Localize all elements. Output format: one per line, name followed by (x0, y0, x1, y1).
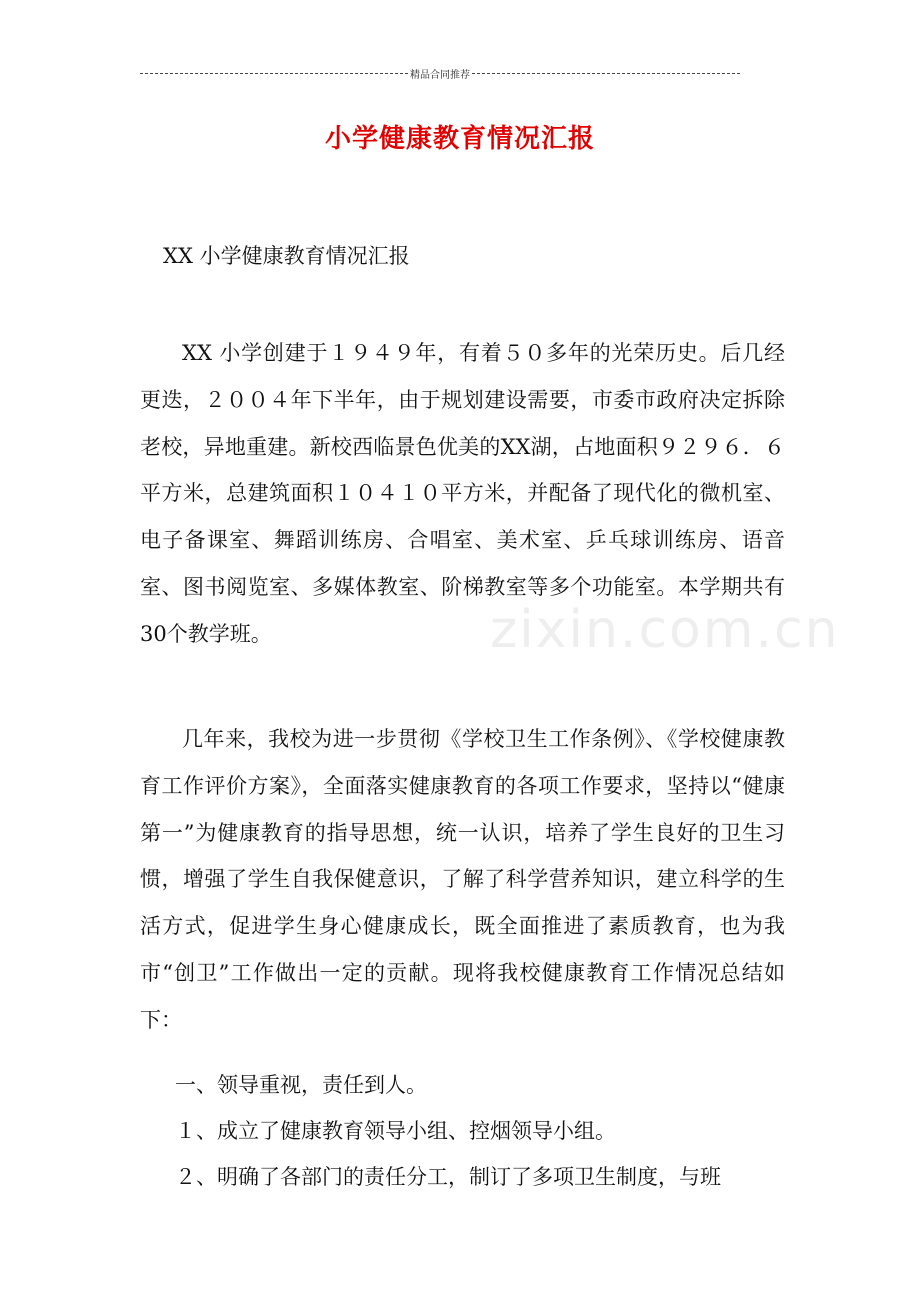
header-dash-left (140, 73, 408, 74)
paragraph-overview: 几年来，我校为进一步贯彻《学校卫生工作条例》、《学校健康教育工作评价方案》，全面落实健康教育的各项工作要求，坚持以“健康第一”为健康教育的指导思想，统一认识，培养了学生良好的卫生习惯，增强了学生自我保健意识，了解了科学营养知识，建立科学的生活方式，促进学生身心健康成长，既全面推进了素质教育，也为我市“创卫”工作做出一定的贡献。现将我校健康教育工作情况总结如下： (140, 727, 785, 1032)
list-item: ２、明确了各部门的责任分工，制订了多项卫生制度，与班 (175, 1165, 721, 1189)
list-item: １、成立了健康教育领导小组、控烟领导小组。 (175, 1119, 616, 1143)
document-title: 小学健康教育情况汇报 (324, 124, 595, 154)
paragraph-intro: XX 小学创建于１９４９年，有着５０多年的光荣历史。后几经更迭，２００４年下半年，由于规划建设需要，市委市政府决定拆除老校，异地重建。新校西临景色优美的XX湖，占地面积９２９６．６平方米，总建筑面积１０４１０平方米，并配备了现代化的微机室、电子备课室、舞蹈训练房、合唱室、美术室、乒乓球训练房、语音室、图书阅览室、多媒体教室、阶梯教室等多个功能室。本学期共有30个教学班。 (140, 341, 785, 646)
header-dash-right (472, 73, 740, 74)
watermark: zixin.com.cn (490, 600, 840, 660)
section-heading: 一、领导重视，责任到人。 (175, 1073, 427, 1097)
header-bar (140, 66, 740, 81)
document-subtitle: XX 小学健康教育情况汇报 (163, 244, 410, 268)
header-label: 精品合同推荐 (410, 70, 470, 81)
